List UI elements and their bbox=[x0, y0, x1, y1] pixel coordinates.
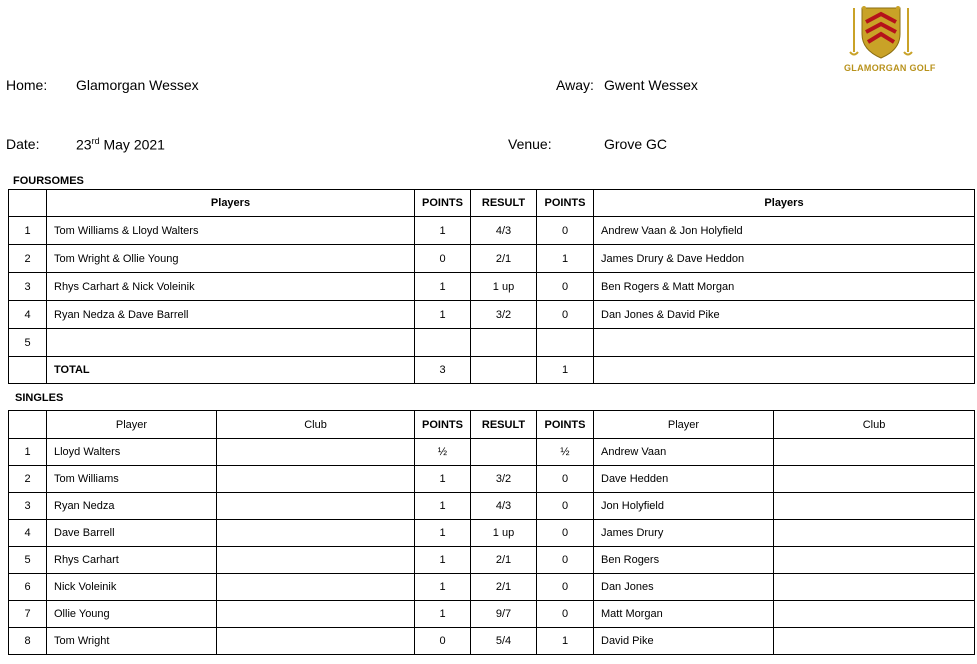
away-label: Away: bbox=[556, 77, 594, 93]
match-number: 1 bbox=[9, 439, 47, 466]
total-row bbox=[9, 357, 975, 384]
result: 4/3 bbox=[471, 493, 537, 520]
away-points: 0 bbox=[537, 547, 594, 574]
away-club bbox=[774, 574, 975, 601]
match-number: 1 bbox=[9, 217, 47, 245]
total-number bbox=[9, 357, 47, 384]
col-header-away-player: Player bbox=[594, 411, 774, 439]
home-player: Rhys Carhart bbox=[47, 547, 217, 574]
col-header-away-points: POINTS bbox=[537, 411, 594, 439]
date-value: 23rd May 2021 bbox=[76, 136, 165, 153]
home-club bbox=[217, 628, 415, 655]
total-result bbox=[471, 357, 537, 384]
home-points: 0 bbox=[415, 628, 471, 655]
away-player: Dave Hedden bbox=[594, 466, 774, 493]
match-number: 8 bbox=[9, 628, 47, 655]
away-club bbox=[774, 439, 975, 466]
col-header-home-points: POINTS bbox=[415, 190, 471, 217]
singles-header-row bbox=[9, 411, 975, 439]
away-points: 1 bbox=[537, 628, 594, 655]
table-row bbox=[9, 245, 975, 273]
away-points: 0 bbox=[537, 301, 594, 329]
col-header-home-player: Player bbox=[47, 411, 217, 439]
away-player: James Drury bbox=[594, 520, 774, 547]
home-points: 1 bbox=[415, 601, 471, 628]
shield-crest-icon bbox=[840, 2, 922, 62]
glamorgan-golf-logo bbox=[840, 2, 936, 76]
away-players: James Drury & Dave Heddon bbox=[594, 245, 975, 273]
away-club bbox=[774, 628, 975, 655]
table-row bbox=[9, 493, 975, 520]
table-row bbox=[9, 301, 975, 329]
away-points: ½ bbox=[537, 439, 594, 466]
result: 1 up bbox=[471, 520, 537, 547]
home-points: 1 bbox=[415, 273, 471, 301]
away-club bbox=[774, 520, 975, 547]
result bbox=[471, 439, 537, 466]
away-points: 0 bbox=[537, 217, 594, 245]
table-row bbox=[9, 439, 975, 466]
away-players: Andrew Vaan & Jon Holyfield bbox=[594, 217, 975, 245]
col-header-number bbox=[9, 190, 47, 217]
col-header-home-club: Club bbox=[217, 411, 415, 439]
home-players: Tom Wright & Ollie Young bbox=[47, 245, 415, 273]
table-row bbox=[9, 628, 975, 655]
home-player: Lloyd Walters bbox=[47, 439, 217, 466]
foursomes-table bbox=[8, 189, 975, 384]
match-number: 6 bbox=[9, 574, 47, 601]
col-header-home-points: POINTS bbox=[415, 411, 471, 439]
away-points: 0 bbox=[537, 273, 594, 301]
result: 9/7 bbox=[471, 601, 537, 628]
home-points: ½ bbox=[415, 439, 471, 466]
home-points bbox=[415, 329, 471, 357]
table-row bbox=[9, 574, 975, 601]
home-points: 1 bbox=[415, 217, 471, 245]
home-label: Home: bbox=[6, 77, 48, 93]
foursomes-header-row bbox=[9, 190, 975, 217]
away-points: 0 bbox=[537, 574, 594, 601]
away-club bbox=[774, 466, 975, 493]
away-club bbox=[774, 547, 975, 574]
col-header-result: RESULT bbox=[471, 190, 537, 217]
away-value: Gwent Wessex bbox=[604, 77, 698, 93]
result: 2/1 bbox=[471, 245, 537, 273]
match-number: 4 bbox=[9, 301, 47, 329]
home-value: Glamorgan Wessex bbox=[76, 77, 199, 93]
result: 1 up bbox=[471, 273, 537, 301]
home-players: Rhys Carhart & Nick Voleinik bbox=[47, 273, 415, 301]
match-number: 3 bbox=[9, 273, 47, 301]
match-number: 2 bbox=[9, 466, 47, 493]
col-header-result: RESULT bbox=[471, 411, 537, 439]
result: 2/1 bbox=[471, 547, 537, 574]
result bbox=[471, 329, 537, 357]
table-row bbox=[9, 547, 975, 574]
col-header-away-points: POINTS bbox=[537, 190, 594, 217]
home-points: 1 bbox=[415, 493, 471, 520]
table-row bbox=[9, 520, 975, 547]
table-row bbox=[9, 466, 975, 493]
date-label: Date: bbox=[6, 136, 40, 152]
total-home-points: 3 bbox=[415, 357, 471, 384]
match-number: 5 bbox=[9, 329, 47, 357]
singles-title: SINGLES bbox=[15, 392, 64, 404]
total-away-players bbox=[594, 357, 975, 384]
away-players: Dan Jones & David Pike bbox=[594, 301, 975, 329]
table-row bbox=[9, 273, 975, 301]
table-row bbox=[9, 601, 975, 628]
total-label: TOTAL bbox=[47, 357, 415, 384]
home-player: Ollie Young bbox=[47, 601, 217, 628]
home-points: 1 bbox=[415, 520, 471, 547]
home-player: Ryan Nedza bbox=[47, 493, 217, 520]
match-number: 3 bbox=[9, 493, 47, 520]
home-points: 1 bbox=[415, 574, 471, 601]
away-players bbox=[594, 329, 975, 357]
home-points: 1 bbox=[415, 547, 471, 574]
col-header-number bbox=[9, 411, 47, 439]
home-club bbox=[217, 520, 415, 547]
home-club bbox=[217, 439, 415, 466]
home-club bbox=[217, 547, 415, 574]
col-header-away-club: Club bbox=[774, 411, 975, 439]
away-points bbox=[537, 329, 594, 357]
away-points: 0 bbox=[537, 520, 594, 547]
col-header-away-players: Players bbox=[594, 190, 975, 217]
home-club bbox=[217, 466, 415, 493]
result: 3/2 bbox=[471, 466, 537, 493]
away-points: 0 bbox=[537, 493, 594, 520]
home-club bbox=[217, 574, 415, 601]
away-player: Dan Jones bbox=[594, 574, 774, 601]
result: 4/3 bbox=[471, 217, 537, 245]
venue-label: Venue: bbox=[508, 136, 552, 152]
foursomes-title: FOURSOMES bbox=[13, 175, 84, 187]
result: 3/2 bbox=[471, 301, 537, 329]
home-points: 1 bbox=[415, 466, 471, 493]
away-points: 0 bbox=[537, 466, 594, 493]
result: 2/1 bbox=[471, 574, 537, 601]
match-number: 5 bbox=[9, 547, 47, 574]
match-number: 7 bbox=[9, 601, 47, 628]
away-player: Jon Holyfield bbox=[594, 493, 774, 520]
home-points: 1 bbox=[415, 301, 471, 329]
table-row bbox=[9, 217, 975, 245]
away-club bbox=[774, 493, 975, 520]
away-player: Ben Rogers bbox=[594, 547, 774, 574]
total-away-points: 1 bbox=[537, 357, 594, 384]
home-points: 0 bbox=[415, 245, 471, 273]
away-player: Andrew Vaan bbox=[594, 439, 774, 466]
home-player: Tom Williams bbox=[47, 466, 217, 493]
home-player: Dave Barrell bbox=[47, 520, 217, 547]
home-players: Ryan Nedza & Dave Barrell bbox=[47, 301, 415, 329]
home-player: Tom Wright bbox=[47, 628, 217, 655]
match-number: 2 bbox=[9, 245, 47, 273]
col-header-home-players: Players bbox=[47, 190, 415, 217]
home-player: Nick Voleinik bbox=[47, 574, 217, 601]
table-row bbox=[9, 329, 975, 357]
home-club bbox=[217, 493, 415, 520]
result: 5/4 bbox=[471, 628, 537, 655]
match-number: 4 bbox=[9, 520, 47, 547]
away-player: Matt Morgan bbox=[594, 601, 774, 628]
home-players: Tom Williams & Lloyd Walters bbox=[47, 217, 415, 245]
away-club bbox=[774, 601, 975, 628]
logo-text: GLAMORGAN GOLF bbox=[844, 63, 936, 73]
away-points: 1 bbox=[537, 245, 594, 273]
away-players: Ben Rogers & Matt Morgan bbox=[594, 273, 975, 301]
away-points: 0 bbox=[537, 601, 594, 628]
away-player: David Pike bbox=[594, 628, 774, 655]
venue-value: Grove GC bbox=[604, 136, 668, 152]
home-club bbox=[217, 601, 415, 628]
home-players bbox=[47, 329, 415, 357]
singles-table bbox=[8, 410, 975, 655]
